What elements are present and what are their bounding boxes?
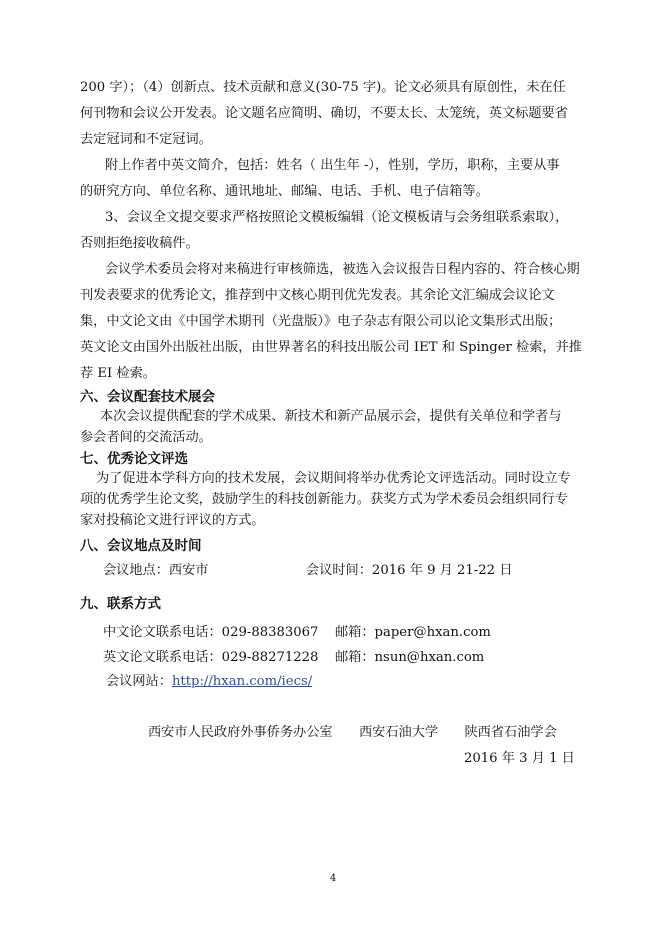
en-contact-phone: 英文论文联系电话：029-88271228: [103, 650, 319, 665]
page-number: 4: [329, 873, 337, 884]
para3-line2: 否则拒绝接收稿件。: [80, 236, 199, 251]
signature-orgs: 西安市人民政府外事侨务办公室 西安石油大学 陕西省石油学会: [148, 725, 557, 740]
para2-line1: 附上作者中英文简介，包括：姓名（ 出生年 -），性别，学历，职称，主要从事: [105, 158, 560, 173]
para1-line1: 200 字）；（4）创新点、技术贡献和意义(30-75 字)。论文必须具有原创性，未在任: [80, 80, 566, 95]
website-link[interactable]: http://hxan.com/iecs/: [171, 674, 313, 689]
cn-contact-email: 邮箱：paper@hxan.com: [335, 625, 491, 640]
para4-line4: 英文论文由国外出版社出版，由世界著名的科技出版公司 IET 和 Spinger 检索，并推: [80, 340, 582, 355]
para4-line1: 会议学术委员会将对来稿进行审核筛选，被选入会议报告日程内容的、符合核心期: [105, 262, 580, 277]
para4-line5: 荐 EI 检索。: [80, 366, 156, 381]
meeting-time: 会议时间：2016 年 9 月 21-22 日: [306, 563, 513, 578]
meeting-location: 会议地点：西安市: [103, 563, 209, 578]
section9-heading: 九、联系方式: [80, 596, 161, 612]
cn-contact-phone: 中文论文联系电话：029-88383067: [103, 625, 319, 640]
section6-line2: 参会者间的交流活动。: [80, 430, 212, 445]
para1-line3: 去定冠词和不定冠词。: [80, 132, 212, 147]
section6-line1: 本次会议提供配套的学术成果、新技术和新产品展示会，提供有关单位和学者与: [100, 409, 562, 424]
para4-line3: 集，中文论文由《中国学术期刊（光盘版）》电子杂志有限公司以论文集形式出版；: [80, 314, 562, 329]
para4-line2: 刊发表要求的优秀论文，推荐到中文核心期刊优先发表。其余论文汇编成会议论文: [80, 288, 555, 303]
section7-line1: 为了促进本学科方向的技术发展，会议期间将举办优秀论文评选活动。同时设立专: [96, 471, 571, 486]
para2-line2: 的研究方向、单位名称、通讯地址、邮编、电话、手机、电子信箱等。: [80, 184, 489, 199]
website-row: [106, 674, 312, 690]
para3-line1: 3、会议全文提交要求严格按照论文模板编辑（论文模板请与会务组联系索取），: [105, 210, 569, 225]
website-label: 会议网站：: [106, 674, 172, 689]
section7-line2: 项的优秀学生论文奖，鼓励学生的科技创新能力。获奖方式为学术委员会组织同行专: [80, 492, 568, 507]
signature-date: 2016 年 3 月 1 日: [464, 751, 575, 766]
section8-heading: 八、会议地点及时间: [80, 538, 202, 554]
en-contact-email: 邮箱：nsun@hxan.com: [335, 650, 485, 665]
section7-line3: 家对投稿论文进行评议的方式。: [80, 513, 265, 528]
section6-heading: 六、会议配套技术展会: [80, 389, 215, 405]
section7-heading: 七、优秀论文评选: [80, 451, 188, 467]
para1-line2: 何刊物和会议公开发表。论文题名应简明、确切，不要太长、太笼统，英文标题要省: [80, 106, 568, 121]
